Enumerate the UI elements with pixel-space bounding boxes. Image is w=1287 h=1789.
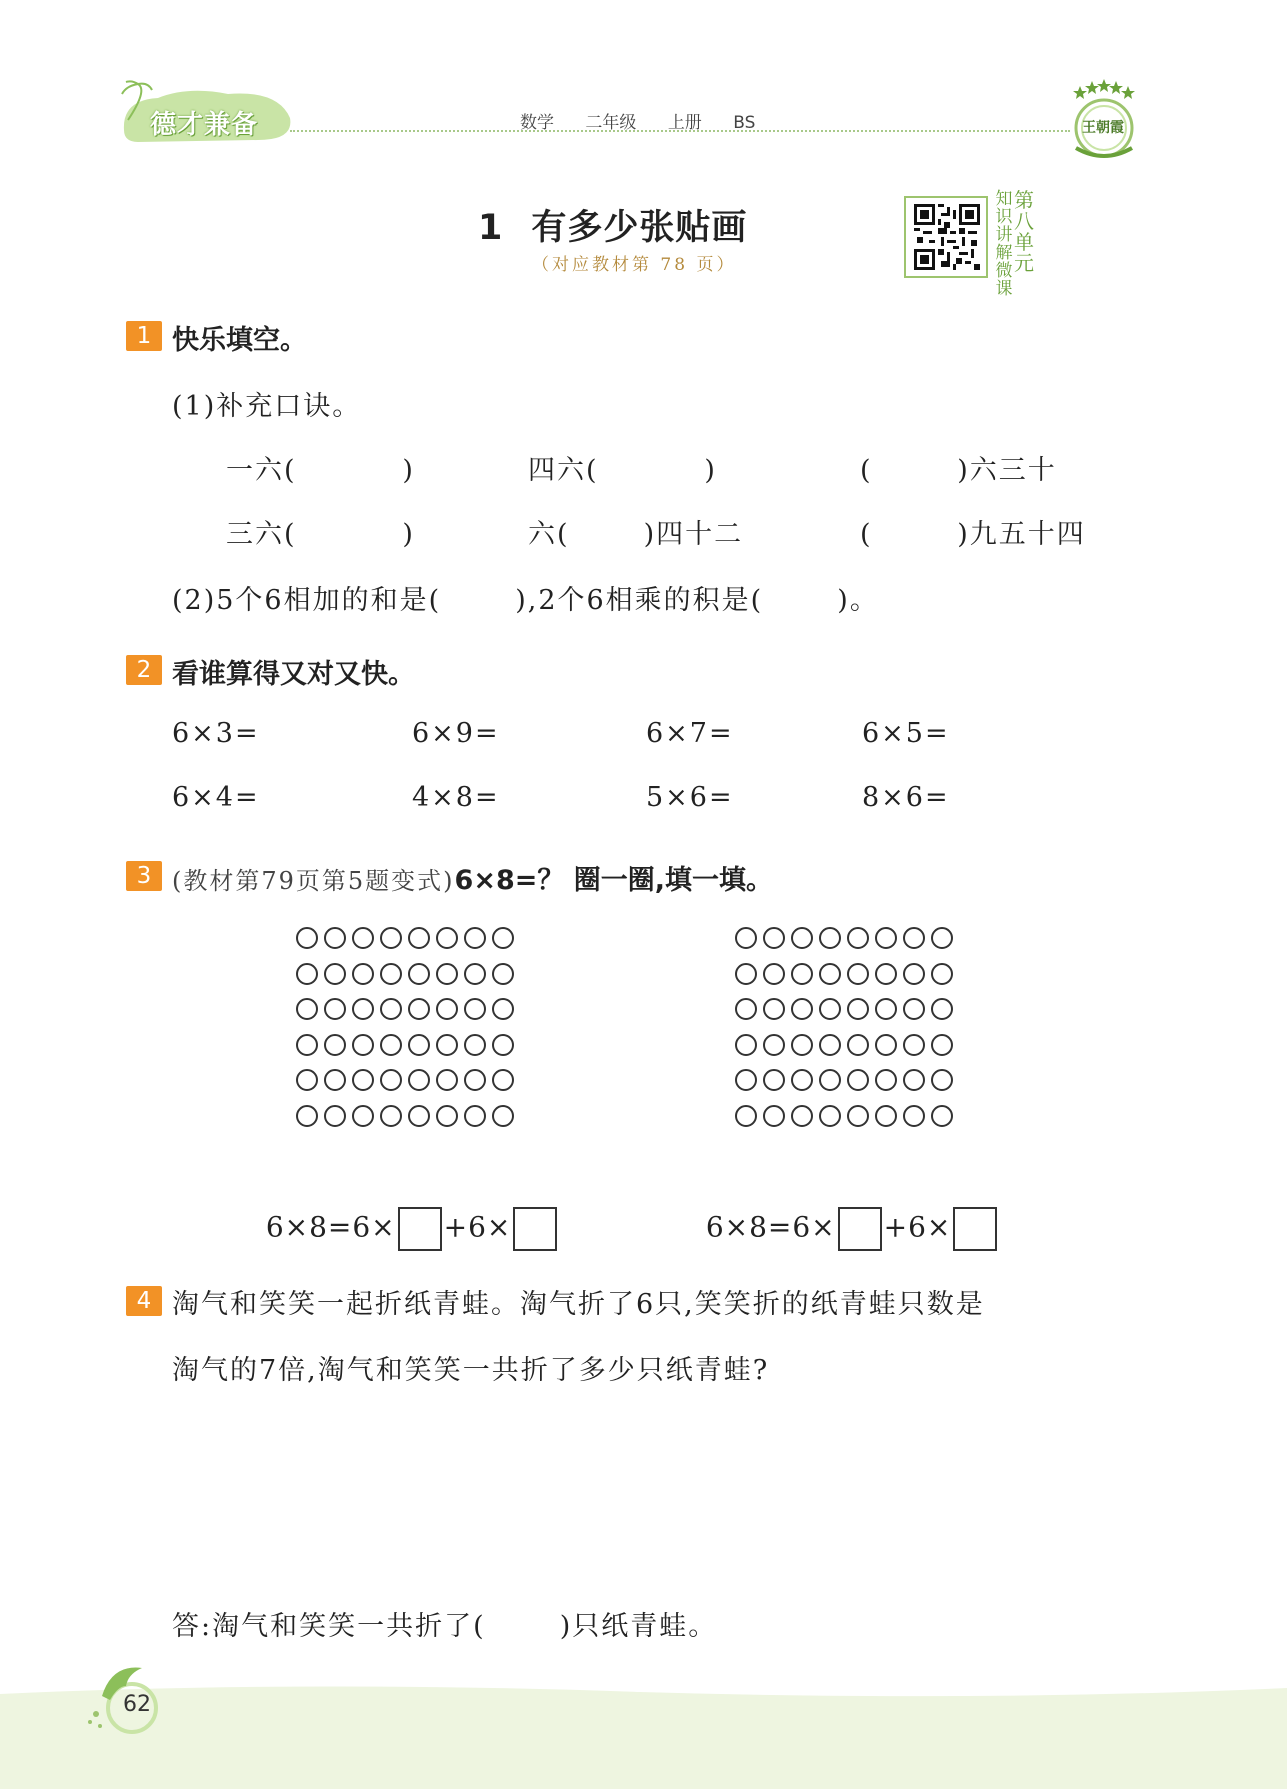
q2-item[interactable]: 5×6= — [646, 782, 734, 813]
circle[interactable] — [324, 927, 346, 949]
q1-blank-5[interactable]: 六( )四十二 — [528, 519, 744, 550]
circle[interactable] — [492, 998, 514, 1020]
circle[interactable] — [492, 1069, 514, 1091]
circle[interactable] — [875, 1105, 897, 1127]
question-badge-4: 4 — [126, 1286, 162, 1316]
q3-source: (教材第79页第5题变式) — [172, 867, 455, 895]
circle[interactable] — [763, 963, 785, 985]
circle[interactable] — [735, 1069, 757, 1091]
circle[interactable] — [903, 927, 925, 949]
circle[interactable] — [380, 963, 402, 985]
qr-code[interactable] — [904, 196, 988, 278]
circle[interactable] — [296, 1069, 318, 1091]
q1-blank-6[interactable]: ( )九五十四 — [860, 519, 1086, 550]
q1-blank-4[interactable]: 三六( ) — [226, 519, 415, 550]
circle[interactable] — [763, 1034, 785, 1056]
circle[interactable] — [436, 963, 458, 985]
circle[interactable] — [492, 927, 514, 949]
answer-box[interactable] — [838, 1207, 882, 1251]
circle[interactable] — [436, 998, 458, 1020]
q2-item[interactable]: 6×7= — [646, 718, 734, 749]
circle[interactable] — [875, 927, 897, 949]
q3-title-text: 6×8=？ 圈一圈,填一填。 — [454, 865, 774, 896]
page-number: 62 — [123, 1692, 151, 1717]
question-badge-3: 3 — [126, 861, 162, 891]
q4-text-line2: 淘气的7倍,淘气和笑笑一共折了多少只纸青蛙? — [172, 1355, 770, 1386]
circle[interactable] — [380, 1034, 402, 1056]
grade: 二年级 — [585, 113, 637, 133]
circle-grid-right[interactable] — [735, 927, 953, 1127]
answer-box[interactable] — [398, 1207, 442, 1251]
circle[interactable] — [380, 1069, 402, 1091]
circle[interactable] — [324, 1105, 346, 1127]
circle[interactable] — [408, 1034, 430, 1056]
circle[interactable] — [408, 1069, 430, 1091]
circle[interactable] — [735, 1034, 757, 1056]
circle[interactable] — [464, 1034, 486, 1056]
lesson-title-text: 有多少张贴画 — [531, 208, 748, 248]
circle[interactable] — [492, 1105, 514, 1127]
circle[interactable] — [296, 927, 318, 949]
circle[interactable] — [464, 927, 486, 949]
circle[interactable] — [296, 1034, 318, 1056]
brand-logo-text: 德才兼备 — [150, 110, 259, 140]
circle[interactable] — [408, 963, 430, 985]
circle[interactable] — [847, 998, 869, 1020]
circle[interactable] — [763, 998, 785, 1020]
circle[interactable] — [352, 1034, 374, 1056]
circle[interactable] — [492, 1034, 514, 1056]
circle[interactable] — [791, 1034, 813, 1056]
q2-item[interactable]: 6×4= — [172, 782, 260, 813]
lesson-number: 1 — [478, 208, 504, 248]
q2-item[interactable]: 4×8= — [412, 782, 500, 813]
circle[interactable] — [791, 1069, 813, 1091]
circle[interactable] — [791, 963, 813, 985]
circle[interactable] — [931, 1069, 953, 1091]
circle[interactable] — [847, 1069, 869, 1091]
circle[interactable] — [819, 963, 841, 985]
circle[interactable] — [903, 1069, 925, 1091]
circle[interactable] — [875, 963, 897, 985]
book-info — [520, 108, 773, 133]
circle[interactable] — [931, 1034, 953, 1056]
circle[interactable] — [464, 963, 486, 985]
q2-item[interactable]: 8×6= — [862, 782, 950, 813]
equation-plus: +6× — [883, 1210, 952, 1244]
circle[interactable] — [791, 1105, 813, 1127]
circle[interactable] — [819, 998, 841, 1020]
circle[interactable] — [847, 1034, 869, 1056]
subject: 数学 — [520, 113, 554, 133]
circle[interactable] — [791, 927, 813, 949]
circle[interactable] — [819, 1105, 841, 1127]
circle[interactable] — [903, 963, 925, 985]
q3-equation-left — [246, 1174, 559, 1251]
textbook-reference: （对应教材第 78 页） — [532, 255, 737, 275]
circle[interactable] — [735, 963, 757, 985]
circle[interactable] — [352, 963, 374, 985]
circle[interactable] — [735, 998, 757, 1020]
circle[interactable] — [464, 998, 486, 1020]
circle[interactable] — [875, 1034, 897, 1056]
circle-grid-left[interactable] — [296, 927, 514, 1127]
circle[interactable] — [791, 998, 813, 1020]
circle[interactable] — [875, 998, 897, 1020]
medal-text: 王朝霞 — [1082, 120, 1124, 136]
footer-band — [0, 1680, 1287, 1789]
q2-item[interactable]: 6×3= — [172, 718, 260, 749]
circle[interactable] — [380, 1105, 402, 1127]
circle[interactable] — [847, 1105, 869, 1127]
circle[interactable] — [408, 998, 430, 1020]
circle[interactable] — [464, 1105, 486, 1127]
circle[interactable] — [436, 1069, 458, 1091]
q4-answer[interactable]: 答:淘气和笑笑一共折了( )只纸青蛙。 — [172, 1611, 718, 1642]
q1-blank-3[interactable]: ( )六三十 — [860, 455, 1057, 486]
circle[interactable] — [763, 1105, 785, 1127]
q1-blank-1[interactable]: 一六( ) — [226, 455, 415, 486]
circle[interactable] — [408, 1105, 430, 1127]
circle[interactable] — [931, 927, 953, 949]
qr-caption-right: 第八单元 — [1014, 188, 1034, 275]
circle[interactable] — [408, 927, 430, 949]
q2-item[interactable]: 6×9= — [412, 718, 500, 749]
circle[interactable] — [352, 1069, 374, 1091]
circle[interactable] — [763, 1069, 785, 1091]
q3-equation-right — [686, 1174, 999, 1251]
question-title-3 — [172, 858, 773, 897]
lesson-title — [478, 200, 747, 250]
circle[interactable] — [464, 1069, 486, 1091]
circle[interactable] — [903, 998, 925, 1020]
circle[interactable] — [819, 927, 841, 949]
circle[interactable] — [847, 963, 869, 985]
circle[interactable] — [324, 1034, 346, 1056]
circle[interactable] — [875, 1069, 897, 1091]
equation-plus: +6× — [443, 1210, 512, 1244]
question-badge-2: 2 — [126, 655, 162, 685]
circle[interactable] — [324, 1069, 346, 1091]
circle[interactable] — [819, 1069, 841, 1091]
answer-box[interactable] — [513, 1207, 557, 1251]
circle[interactable] — [903, 1034, 925, 1056]
circle[interactable] — [492, 963, 514, 985]
equation-text: 6×8=6× — [265, 1210, 396, 1244]
answer-box[interactable] — [953, 1207, 997, 1251]
circle[interactable] — [352, 998, 374, 1020]
circle[interactable] — [436, 1034, 458, 1056]
circle[interactable] — [352, 927, 374, 949]
circle[interactable] — [931, 963, 953, 985]
volume: 上册 — [667, 113, 702, 133]
circle[interactable] — [324, 963, 346, 985]
q4-text-line1: 淘气和笑笑一起折纸青蛙。淘气折了6只,笑笑折的纸青蛙只数是 — [172, 1289, 985, 1320]
qr-code-icon — [914, 204, 980, 270]
q1-part2[interactable]: (2)5个6相加的和是( ),2个6相乘的积是( )。 — [172, 585, 879, 616]
circle[interactable] — [436, 927, 458, 949]
circle[interactable] — [352, 1105, 374, 1127]
circle[interactable] — [735, 927, 757, 949]
circle[interactable] — [380, 927, 402, 949]
circle[interactable] — [324, 998, 346, 1020]
q1-part1: (1)补充口诀。 — [172, 391, 362, 422]
qr-caption-left: 知识讲解微课 — [995, 189, 1013, 299]
circle[interactable] — [735, 1105, 757, 1127]
circle[interactable] — [847, 927, 869, 949]
circle[interactable] — [380, 998, 402, 1020]
circle[interactable] — [931, 998, 953, 1020]
circle[interactable] — [296, 963, 318, 985]
circle[interactable] — [296, 1105, 318, 1127]
circle[interactable] — [296, 998, 318, 1020]
circle[interactable] — [903, 1105, 925, 1127]
question-title-2: 看谁算得又对又快。 — [172, 659, 415, 690]
question-badge-1: 1 — [126, 321, 162, 351]
circle[interactable] — [763, 927, 785, 949]
q2-item[interactable]: 6×5= — [862, 718, 950, 749]
circle[interactable] — [931, 1105, 953, 1127]
edition: BS — [733, 113, 756, 133]
question-title-1: 快乐填空。 — [172, 325, 307, 356]
circle[interactable] — [436, 1105, 458, 1127]
q1-blank-2[interactable]: 四六( ) — [528, 455, 717, 486]
circle[interactable] — [819, 1034, 841, 1056]
equation-text: 6×8=6× — [705, 1210, 836, 1244]
